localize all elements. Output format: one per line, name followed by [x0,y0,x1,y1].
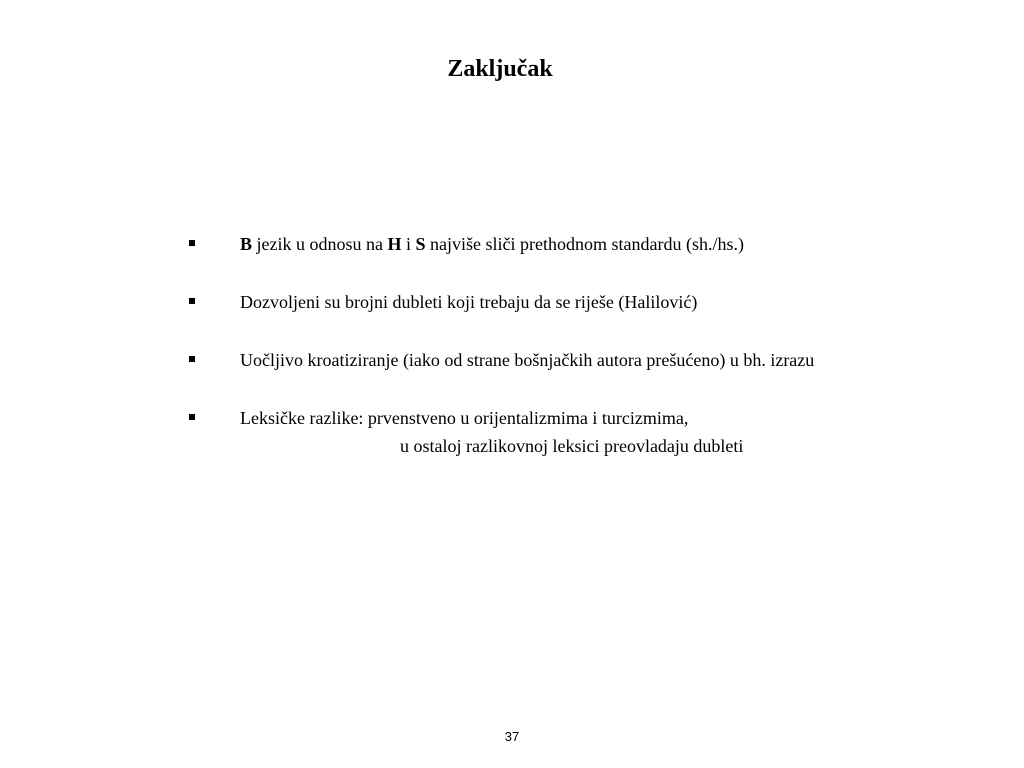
bullet-text: Dozvoljeni su brojni dubleti koji trebaju da se riješe (Halilović) [240,292,698,312]
bullet-text-line-2: u ostaloj razlikovnoj leksici preovladaju dubleti [400,436,744,456]
bold-letter-b: B [240,234,253,254]
text-segment: najviše sliči prethodnom standardu (sh./hs.) [425,234,744,254]
text-segment: jezik u odnosu na [252,234,388,254]
bold-letter-h: H [387,234,402,254]
square-bullet-icon [188,230,200,258]
bullet-list [188,230,948,460]
bullet-text: Uočljivo kroatiziranje (iako od strane bošnjačkih autora prešućeno) u bh. izrazu [240,350,815,370]
bullet-text-line-1: Leksičke razlike: prvenstveno u orijentalizmima i turcizmima, [240,408,689,428]
text-segment: i [401,234,416,254]
bullet-text [240,234,744,254]
square-bullet-icon [188,346,200,374]
bullet-item-3 [188,346,948,374]
square-bullet-icon [188,288,200,316]
slide-title: Zaključak [447,56,553,82]
page-number: 37 [504,729,520,744]
bullet-item-1 [188,230,948,258]
bullet-text [240,408,948,460]
bullet-item-2 [188,288,948,316]
square-bullet-icon [188,404,200,432]
bullet-item-4 [188,404,948,460]
bold-letter-s: S [415,234,426,254]
